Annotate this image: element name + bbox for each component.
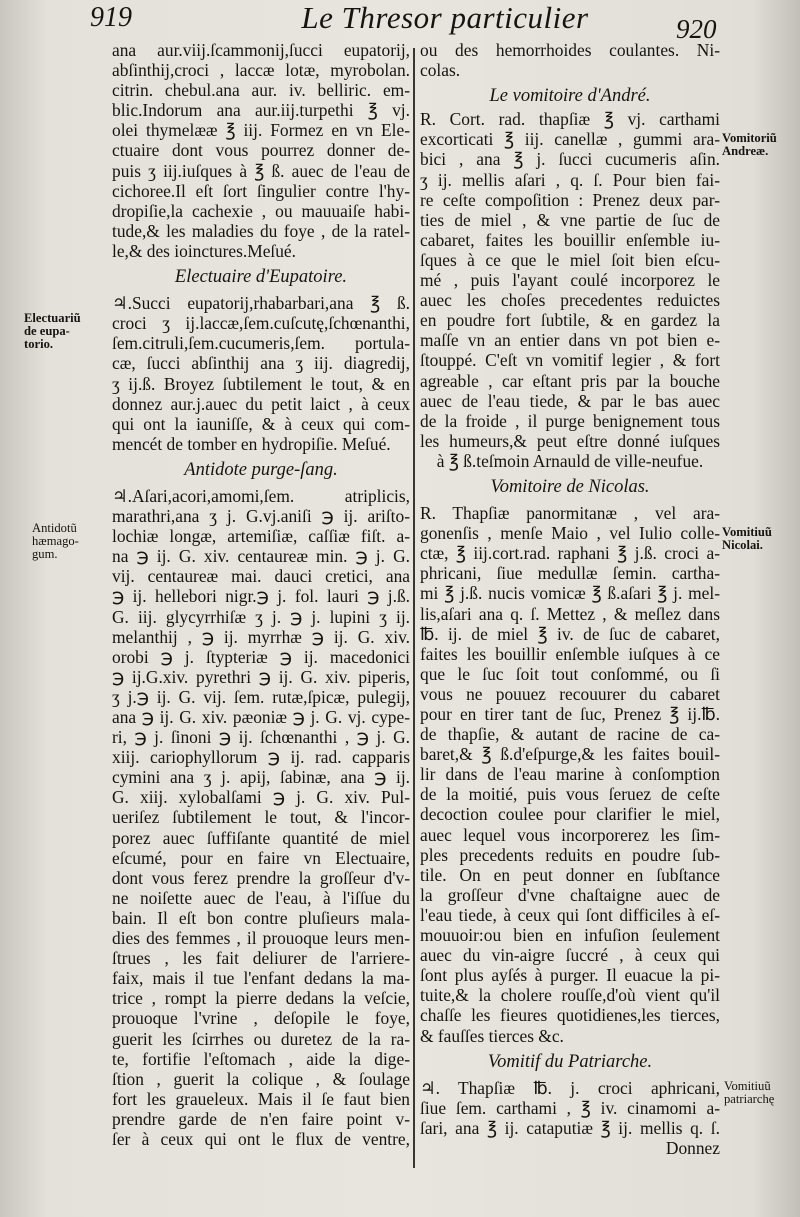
margin-note-line: de eupa- xyxy=(24,324,70,338)
text-line: ſer à ceux qui ont le flux de ventre, xyxy=(112,1128,410,1149)
left-intro-paragraph xyxy=(112,40,410,261)
text-line: na ℈ ij. G. xiv. centaureæ min. ℈ j. G. xyxy=(112,546,410,567)
margin-note-line: Andreæ. xyxy=(722,144,769,158)
section-heading-andre: Le vomitoire d'André. xyxy=(489,86,651,107)
andre-recipe xyxy=(420,109,720,471)
text-line: les humeurs,& peut eſtre donné iuſques xyxy=(420,430,720,451)
text-line: pour en tirer tant de ſuc, Prenez ℥ ij.℔. xyxy=(420,704,720,724)
text-line: te, fortifie l'eſtomach , aide la dige- xyxy=(112,1048,410,1069)
text-line: fort les graueleux. Mais il ſe faut bien xyxy=(112,1088,410,1109)
text-line: ueriſez ſubtilement le tout, & l'incor- xyxy=(112,807,410,828)
text-line: lir dans de l'eau marine à conſomption xyxy=(420,764,720,785)
text-line: R. Thapſiæ panormitanæ , vel ara- xyxy=(420,503,720,524)
text-line: dropiſie,la cachexie , ou mauuaiſe habi- xyxy=(112,200,410,221)
catchword: Donnez xyxy=(665,1137,720,1158)
text-line: faix, mais il tue l'enfant dedans la ma- xyxy=(112,968,410,989)
running-title: Le Thresor particulier xyxy=(301,0,589,35)
text-line: blic.Indorum ana aur.iij.turpethi ℥ vj. xyxy=(112,100,410,121)
text-line: chaſſe les fieures quotidienes,les tierces, xyxy=(420,1005,720,1026)
text-line: donnez aur.j.auec du petit laict , à ceux xyxy=(112,393,410,414)
text-line: G. iij. glycyrrhiſæ ʒ j. ℈ j. lupini ʒ ij. xyxy=(112,606,410,627)
text-line: ℈ ij.G.xiv. pyrethri ℈ ij. G. xiv. piperis, xyxy=(112,666,410,687)
margin-note-line: Vomitiuũ xyxy=(722,525,772,539)
text-line: trice , rompt la pierre dedans la veſcie, xyxy=(112,988,410,1009)
text-line: cichoree.Il eſt ſort ſingulier contre l'hy- xyxy=(112,180,410,201)
text-line: ℈ ij. hellebori nigr.℈ j. fol. lauri ℈ j.ß. xyxy=(112,586,410,607)
text-line: mouuoir:ou bien en infuſion ſeulement xyxy=(420,925,720,946)
text-line: dont vous ferez prendre la groſſeur d'v- xyxy=(112,867,410,888)
text-line: re ceſte compoſition : Prenez deux par- xyxy=(420,189,720,210)
text-line: agreable , car eſtant pris par la bouche xyxy=(420,370,720,391)
margin-note-line: Vomitoriũ xyxy=(722,131,777,145)
text-line: ♃. Thapſiæ ℔. j. croci aphricani, xyxy=(420,1077,720,1098)
text-line: tile. On en peut donner en ſubſtance xyxy=(420,864,720,885)
text-line: decoction coulee pour clarifier le miel, xyxy=(420,804,720,825)
text-line: gonenſis , menſe Maio , vel Iulio colle- xyxy=(420,523,720,544)
text-line: maſſe vn an entier dans vn pot bien e- xyxy=(420,330,720,351)
text-line: auec les choſes precedentes reduictes xyxy=(420,290,720,311)
text-line: colas. xyxy=(420,60,461,81)
text-line: ri, ℈ j. ſinoni ℈ ij. ſchœnanthi , ℈ j. G. xyxy=(112,727,410,748)
text-line: guerit les ſcirrhes ou duretez de la ra- xyxy=(112,1028,410,1049)
text-line: ſques à ce que le miel ſoit bien eſcu- xyxy=(420,249,720,270)
text-line: de thapſie, & autant de racine de ca- xyxy=(420,724,720,745)
text-line: ctæ, ℥ iij.cort.rad. raphani ℥ j.ß. croci a- xyxy=(420,543,720,564)
text-line: bici , ana ℥ j. ſucci cucumeris aſin. xyxy=(420,149,720,170)
text-line: mé , puis l'ayant coulé incorporez le xyxy=(420,270,720,291)
text-line: ʒ ij. mellis aſari , q. ſ. Pour bien fai- xyxy=(420,169,720,190)
margin-note-line: Electuariũ xyxy=(24,311,81,325)
margin-note-patriarche xyxy=(724,1080,774,1106)
margin-note-line: torio. xyxy=(24,337,54,351)
left-page-number: 919 xyxy=(90,2,132,33)
text-line: que le ſuc ſoit tout conſommé, ou ſi xyxy=(420,663,720,684)
text-line: mi ℥ j.ß. nucis vomicæ ℥ ß.aſari ℥ j. mel- xyxy=(420,583,720,604)
text-line: R. Cort. rad. thapſiæ ℥ vj. carthami xyxy=(420,109,720,130)
margin-note-andre xyxy=(722,132,777,158)
patriarche-recipe xyxy=(420,1078,720,1158)
text-line: la groſſeur d'vne chaſtaigne auec de xyxy=(420,884,720,905)
margin-note-line: Vomitiuũ xyxy=(724,1079,771,1093)
text-line: auec de l'eau tiede, & par le bas auec xyxy=(420,390,720,411)
text-line: ples precedents reduits en poudre ſub- xyxy=(420,844,720,865)
text-line: ſtrues , les fait deliurer de l'arriere- xyxy=(112,948,410,969)
margin-note-antidote xyxy=(32,522,79,561)
text-line: excorticati ℥ iij. canellæ , gummi ara- xyxy=(420,129,720,150)
text-line: ſiue ſem. carthami , ℥ iv. cinamomi a- xyxy=(420,1097,720,1118)
text-line: dies des femmes , il prouoque leurs men- xyxy=(112,928,410,949)
text-line: ʒ j.℈ ij. G. vij. ſem. rutæ,ſpicæ, pulegij, xyxy=(112,686,410,707)
right-page-number: 920 xyxy=(676,14,717,44)
text-line: prouoque l'vrine , deſopile le foye, xyxy=(112,1008,410,1029)
text-line: bain. Il eſt bon contre pluſieurs mala- xyxy=(112,907,410,928)
text-line: phricani, ſiue medullæ ſemin. cartha- xyxy=(420,563,720,584)
text-line: & fauſſes tierces &c. xyxy=(420,1025,564,1046)
text-line: de la froide , il purge benignement tous xyxy=(420,410,720,431)
column-divider xyxy=(413,48,415,1168)
text-line: ʒ ij.ß. Broyez ſubtilement le tout, & en xyxy=(112,373,410,394)
text-line: ctuaire dont vous pourrez donner de- xyxy=(112,140,410,161)
text-line: auec du vin-aigre ſuccré , à ceux qui xyxy=(420,945,720,966)
antidote-recipe xyxy=(112,486,410,1149)
margin-note-line: Nicolai. xyxy=(722,538,763,552)
text-line: mencét de tomber en hydropiſie. Meſué. xyxy=(112,433,391,454)
section-heading-patriarche: Vomitif du Patriarche. xyxy=(487,1051,653,1072)
text-line: orobi ℈ j. ſtypteriæ ℈ ij. macedonici xyxy=(112,646,410,667)
text-line: ♃.Aſari,acori,amomi,ſem. atriplicis, xyxy=(112,485,410,506)
text-line: olei thymelææ ℥ iij. Formez en vn Ele- xyxy=(112,120,410,141)
text-line: ſtion , guerit la colique , & ſoulage xyxy=(112,1068,410,1089)
text-line: baret,& ℥ ß.d'eſpurge,& les faites bouil- xyxy=(420,744,720,765)
text-line: à ℥ ß.teſmoin Arnauld de ville-neufue. xyxy=(436,450,704,471)
text-line: ſari, ana ℥ ij. cataputiæ ℥ ij. mellis q. ſ. xyxy=(420,1117,720,1138)
eupatoire-recipe xyxy=(112,293,410,454)
section-heading-eupatoire: Electuaire d'Eupatoire. xyxy=(174,267,348,288)
text-line: prendre garde de n'en faire point v- xyxy=(112,1108,410,1129)
text-line: ♃.Succi eupatorij,rhabarbari,ana ℥ ß. xyxy=(112,293,410,314)
text-line: tuite,& la cholere rouſſe,d'où vient qu'il xyxy=(420,985,720,1006)
text-line: ſem.citruli,ſem.cucumeris,ſem. portula- xyxy=(112,333,410,354)
text-line: cæ, ſucci abſinthij ana ʒ iij. diagredij, xyxy=(112,353,410,374)
text-line: ſont plus ayſés à purger. Il euacue la pi- xyxy=(420,965,720,986)
nicolas-recipe xyxy=(420,503,720,1046)
text-line: citrin. chebul.ana aur. iv. belliric. em- xyxy=(112,80,410,101)
text-line: le,& des ioinctures.Meſué. xyxy=(112,240,297,261)
text-line: tude,& les maladies du foye , de la ratel- xyxy=(112,220,410,241)
text-line: porez auec ſuffiſante quantité de miel xyxy=(112,827,410,848)
margin-note-line: Antidotũ xyxy=(32,521,77,535)
text-line: ana aur.viij.ſcammonij,ſucci eupatorij, xyxy=(112,40,410,60)
text-line: ties de miel , & vne partie de ſuc de xyxy=(420,209,720,230)
text-line: cabaret, faites les bouillir enſemble iu- xyxy=(420,229,720,250)
text-line: en poudre fort ſubtile, & en gardez la xyxy=(420,310,720,331)
text-line: l'eau tiede, à ceux qui ſont difficiles à eſ- xyxy=(420,904,720,925)
text-line: melanthij , ℈ ij. myrrhæ ℈ ij. G. xiv. xyxy=(112,626,410,647)
text-line: G. xiij. xylobalſami ℈ j. G. xiv. Pul- xyxy=(112,787,410,808)
text-line: vij. centaureæ mai. dauci cretici, ana xyxy=(112,566,410,587)
text-line: ana ℈ ij. G. xiv. pæoniæ ℈ j. G. vj. cype- xyxy=(112,707,410,727)
margin-note-nicolas xyxy=(722,526,772,552)
section-heading-antidote: Antidote purge-ſang. xyxy=(184,459,338,480)
text-line: lochiæ longæ, artemiſiæ, caſſiæ fiſt. a- xyxy=(112,526,410,547)
margin-note-line: hæmago- xyxy=(32,534,79,548)
text-line: eſcumé, pour en faire vn Electuaire, xyxy=(112,847,410,868)
text-line: marathri,ana ʒ j. G.vj.aniſi ℈ ij. ariſto- xyxy=(112,506,410,527)
margin-note-line: patriarchę xyxy=(724,1092,775,1106)
text-line: ou des hemorrhoides coulantes. Ni- xyxy=(420,40,720,60)
text-line: abſinthij,croci , laccæ lotæ, myrobolan. xyxy=(112,60,410,81)
right-column xyxy=(420,40,720,1158)
text-line: auec lequel vous incorporerez les ſim- xyxy=(420,824,720,845)
text-line: croci ʒ ij.laccæ,ſem.cuſcutę,ſchœnanthi, xyxy=(112,313,410,334)
text-line: cymini ana ʒ j. apij, ſabinæ, ana ℈ ij. xyxy=(112,767,410,788)
section-heading-nicolas: Vomitoire de Nicolas. xyxy=(490,476,650,497)
text-line: ne noiſette auec de l'eau, à l'iſſue du xyxy=(112,887,410,908)
margin-note-eupatoire xyxy=(24,312,81,351)
text-line: puis ʒ iij.iuſques à ℥ ß. auec de l'eau de xyxy=(112,160,410,181)
text-line: lis,aſari ana q. ſ. Mettez , & meſlez dans xyxy=(420,603,720,624)
right-intro-paragraph xyxy=(420,40,720,80)
text-line: vous ne pouuez recouurer du cabaret xyxy=(420,683,720,704)
text-line: qui ont la iauniſſe, & à ceux qui com- xyxy=(112,413,410,434)
text-line: de la moitié, puis vous ſeruez de ceſte xyxy=(420,784,720,805)
margin-note-line: gum. xyxy=(32,547,58,561)
text-line: faites les bouillir enſemble iuſques à ce xyxy=(420,643,720,664)
left-column xyxy=(112,40,410,1149)
text-line: xiij. cariophyllorum ℈ ij. rad. capparis xyxy=(112,747,410,768)
text-line: ſtouppé. C'eſt vn vomitif legier , & fort xyxy=(420,350,720,371)
text-line: ℔. ij. de miel ℥ iv. de ſuc de cabaret, xyxy=(420,623,720,644)
